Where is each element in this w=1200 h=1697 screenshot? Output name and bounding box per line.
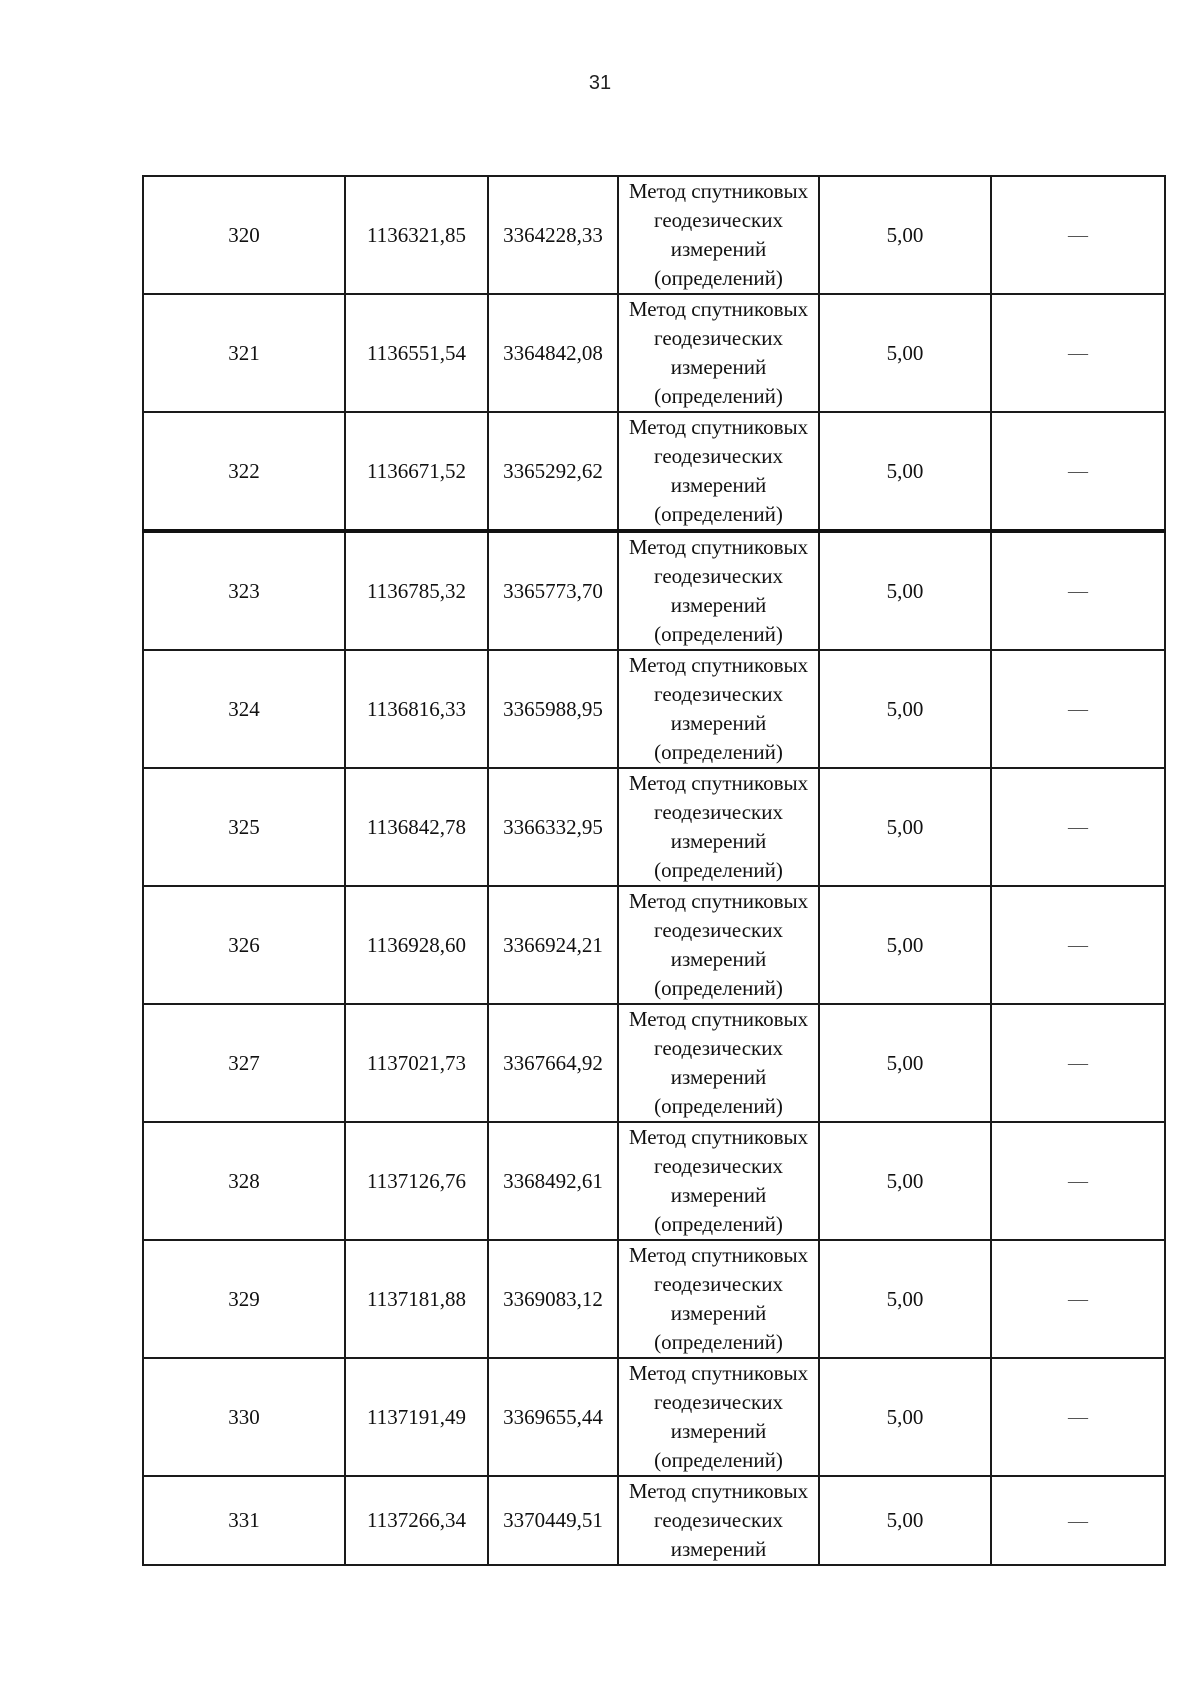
- method-line: геодезических: [653, 918, 783, 942]
- method-line: измерений: [670, 1537, 767, 1561]
- accuracy-cell: 5,00: [819, 1122, 991, 1240]
- method-line: геодезических: [653, 444, 783, 468]
- method-line: Метод спутниковых: [628, 179, 809, 203]
- accuracy-cell: 5,00: [819, 176, 991, 294]
- table-row: [143, 1476, 1165, 1565]
- method-cell: [618, 294, 819, 412]
- note-cell: [991, 294, 1165, 412]
- method-line: Метод спутниковых: [628, 1007, 809, 1031]
- method-cell: [618, 768, 819, 886]
- method-line: измерений: [670, 1183, 767, 1207]
- x-coordinate-cell: 1136785,32: [345, 531, 488, 650]
- y-coordinate-cell: 3365988,95: [488, 650, 618, 768]
- method-line: геодезических: [653, 1272, 783, 1296]
- method-line: измерений: [670, 711, 767, 735]
- dash-mark: —: [1068, 816, 1088, 838]
- dash-mark: —: [1068, 1509, 1088, 1532]
- method-line: (определений): [654, 976, 783, 1000]
- point-number-cell: 325: [143, 768, 345, 886]
- method-cell: [618, 1240, 819, 1358]
- method-line: Метод спутниковых: [628, 535, 809, 559]
- method-line: (определений): [654, 740, 783, 764]
- accuracy-cell: 5,00: [819, 531, 991, 650]
- accuracy-cell: 5,00: [819, 886, 991, 1004]
- dash-mark: —: [1068, 934, 1088, 956]
- table-row: [143, 531, 1165, 650]
- point-number-cell: 324: [143, 650, 345, 768]
- accuracy-cell: 5,00: [819, 294, 991, 412]
- method-line: геодезических: [653, 1390, 783, 1414]
- dash-mark: —: [1068, 580, 1088, 602]
- table-row: [143, 650, 1165, 768]
- point-number-cell: 327: [143, 1004, 345, 1122]
- dash-mark: —: [1068, 698, 1088, 720]
- method-line: геодезических: [653, 326, 783, 350]
- method-line: Метод спутниковых: [628, 653, 809, 677]
- y-coordinate-cell: 3364842,08: [488, 294, 618, 412]
- method-line: измерений: [670, 237, 767, 261]
- method-line: (определений): [654, 1094, 783, 1118]
- note-cell: [991, 412, 1165, 531]
- point-number-cell: 329: [143, 1240, 345, 1358]
- dash-mark: —: [1068, 342, 1088, 364]
- x-coordinate-cell: 1137191,49: [345, 1358, 488, 1476]
- table-row: [143, 176, 1165, 294]
- accuracy-cell: 5,00: [819, 1358, 991, 1476]
- dash-mark: —: [1068, 1052, 1088, 1074]
- note-cell: [991, 531, 1165, 650]
- y-coordinate-cell: 3365773,70: [488, 531, 618, 650]
- dash-mark: —: [1068, 1288, 1088, 1310]
- method-cell: [618, 176, 819, 294]
- method-line: (определений): [654, 1212, 783, 1236]
- point-number-cell: 321: [143, 294, 345, 412]
- method-line: геодезических: [653, 564, 783, 588]
- method-line: (определений): [654, 858, 783, 882]
- method-line: Метод спутниковых: [628, 415, 809, 439]
- y-coordinate-cell: 3369655,44: [488, 1358, 618, 1476]
- table-row: [143, 1358, 1165, 1476]
- accuracy-cell: 5,00: [819, 1240, 991, 1358]
- note-cell: [991, 176, 1165, 294]
- y-coordinate-cell: 3370449,51: [488, 1476, 618, 1565]
- accuracy-cell: 5,00: [819, 1004, 991, 1122]
- method-line: (определений): [654, 1330, 783, 1354]
- table-row: [143, 1004, 1165, 1122]
- point-number-cell: 331: [143, 1476, 345, 1565]
- method-cell: [618, 1004, 819, 1122]
- y-coordinate-cell: 3369083,12: [488, 1240, 618, 1358]
- point-number-cell: 323: [143, 531, 345, 650]
- method-line: геодезических: [653, 1154, 783, 1178]
- method-line: Метод спутниковых: [628, 1243, 809, 1267]
- method-line: измерений: [670, 947, 767, 971]
- y-coordinate-cell: 3367664,92: [488, 1004, 618, 1122]
- note-cell: [991, 768, 1165, 886]
- method-line: (определений): [654, 622, 783, 646]
- table-row: [143, 1122, 1165, 1240]
- method-line: Метод спутниковых: [628, 771, 809, 795]
- point-number-cell: 330: [143, 1358, 345, 1476]
- coordinates-table: [142, 175, 1166, 1566]
- point-number-cell: 322: [143, 412, 345, 531]
- table-row: [143, 1240, 1165, 1358]
- method-line: Метод спутниковых: [628, 1125, 809, 1149]
- x-coordinate-cell: 1136551,54: [345, 294, 488, 412]
- method-cell: [618, 650, 819, 768]
- method-line: измерений: [670, 829, 767, 853]
- method-line: измерений: [670, 355, 767, 379]
- method-line: геодезических: [653, 1036, 783, 1060]
- y-coordinate-cell: 3364228,33: [488, 176, 618, 294]
- table-row: [143, 768, 1165, 886]
- x-coordinate-cell: 1136928,60: [345, 886, 488, 1004]
- page-number: 31: [588, 72, 612, 94]
- method-line: измерений: [670, 593, 767, 617]
- accuracy-cell: 5,00: [819, 768, 991, 886]
- y-coordinate-cell: 3368492,61: [488, 1122, 618, 1240]
- dash-mark: —: [1068, 224, 1088, 246]
- table-row: [143, 294, 1165, 412]
- point-number-cell: 328: [143, 1122, 345, 1240]
- note-cell: [991, 886, 1165, 1004]
- x-coordinate-cell: 1136671,52: [345, 412, 488, 531]
- accuracy-cell: 5,00: [819, 1476, 991, 1565]
- method-cell: [618, 1358, 819, 1476]
- method-line: (определений): [654, 1448, 783, 1472]
- note-cell: [991, 1476, 1165, 1565]
- note-cell: [991, 1122, 1165, 1240]
- point-number-cell: 320: [143, 176, 345, 294]
- table-row: [143, 886, 1165, 1004]
- x-coordinate-cell: 1137266,34: [345, 1476, 488, 1565]
- method-line: измерений: [670, 1065, 767, 1089]
- note-cell: [991, 650, 1165, 768]
- method-line: измерений: [670, 1301, 767, 1325]
- method-line: измерений: [670, 473, 767, 497]
- x-coordinate-cell: 1137126,76: [345, 1122, 488, 1240]
- dash-mark: —: [1068, 1170, 1088, 1192]
- y-coordinate-cell: 3366924,21: [488, 886, 618, 1004]
- method-line: Метод спутниковых: [628, 297, 809, 321]
- method-cell: [618, 1122, 819, 1240]
- note-cell: [991, 1358, 1165, 1476]
- method-line: (определений): [654, 502, 783, 526]
- method-line: геодезических: [653, 1508, 783, 1532]
- method-line: Метод спутниковых: [628, 1479, 809, 1503]
- coordinates-table-body: [143, 176, 1165, 1565]
- y-coordinate-cell: 3365292,62: [488, 412, 618, 531]
- method-cell: [618, 1476, 819, 1565]
- note-cell: [991, 1004, 1165, 1122]
- point-number-cell: 326: [143, 886, 345, 1004]
- accuracy-cell: 5,00: [819, 650, 991, 768]
- method-line: (определений): [654, 384, 783, 408]
- x-coordinate-cell: 1136321,85: [345, 176, 488, 294]
- x-coordinate-cell: 1136816,33: [345, 650, 488, 768]
- method-cell: [618, 531, 819, 650]
- table-row: [143, 412, 1165, 531]
- method-line: Метод спутниковых: [628, 1361, 809, 1385]
- method-line: Метод спутниковых: [628, 889, 809, 913]
- x-coordinate-cell: 1137181,88: [345, 1240, 488, 1358]
- method-line: (определений): [654, 266, 783, 290]
- method-line: геодезических: [653, 208, 783, 232]
- method-cell: [618, 412, 819, 531]
- method-cell: [618, 886, 819, 1004]
- method-line: измерений: [670, 1419, 767, 1443]
- y-coordinate-cell: 3366332,95: [488, 768, 618, 886]
- accuracy-cell: 5,00: [819, 412, 991, 531]
- method-line: геодезических: [653, 682, 783, 706]
- method-line: геодезических: [653, 800, 783, 824]
- x-coordinate-cell: 1137021,73: [345, 1004, 488, 1122]
- dash-mark: —: [1068, 460, 1088, 482]
- x-coordinate-cell: 1136842,78: [345, 768, 488, 886]
- dash-mark: —: [1068, 1406, 1088, 1428]
- note-cell: [991, 1240, 1165, 1358]
